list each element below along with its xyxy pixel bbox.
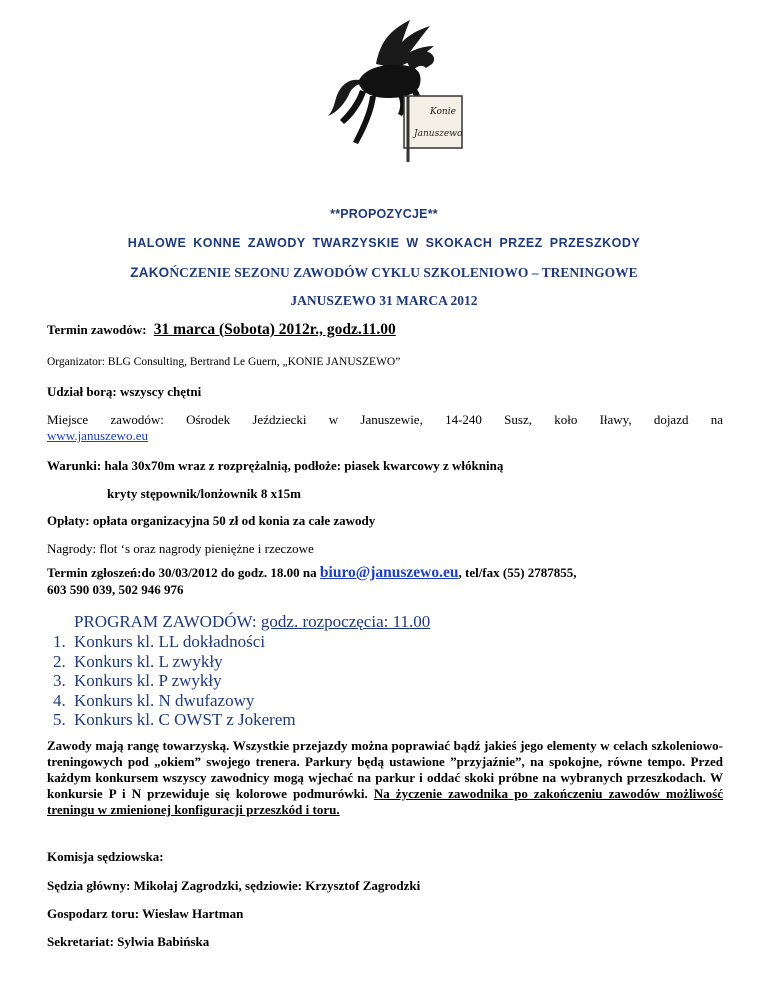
email-link[interactable]: biuro@januszewo.eu	[319, 564, 459, 581]
termin-line	[47, 322, 723, 338]
line3-rest: ŃCZENIE SEZONU ZAWODÓW CYKLU SZKOLENIOWO – TRENINGOWE	[169, 265, 638, 280]
udzial-line: Udział borą: wszyscy chętni	[47, 384, 202, 399]
program-item: 5. Konkurs kl. C OWST z Jokerem	[70, 710, 698, 730]
warunki-line1: Warunki: hala 30x70m wraz z rozprężalnią, podłoże: piasek kwarcowy z włókniną	[47, 458, 504, 473]
logo-konie-januszewo	[318, 12, 466, 162]
termin-value: 31 marca (Sobota) 2012r., godz.11.00	[153, 321, 396, 338]
komisja-heading: Komisja sędziowska:	[47, 849, 164, 864]
program-start: godz. rozpoczęcia: 11.00	[260, 612, 431, 631]
zgloszenia-prefix: Termin zgłoszeń:do 30/03/2012 do godz. 18.00 na	[47, 565, 317, 580]
zawody-underlined: Na życzenie zawodnika po zakończeniu zawodów możliwość treningu w zmienionej konfiguracji przeszkód i toru.	[47, 786, 723, 817]
gospodarz-line: Gospodarz toru: Wiesław Hartman	[47, 906, 244, 921]
zawody-text: Zawody mają rangę towarzyską. Wszystkie przejazdy można poprawiać bądź jakieś jego elementy w celach szkoleniowo-treningowych pod „okiem” swojego trenera. Parkury będą ustawione ”przyjaźnie”, na spokojne, równe tempo. Przed każdym konkursem wszyscy zawodnicy mogą wjechać na parkur i oddać skoki próbne na wybranych przeszkodach. W konkursie P i N przewiduje się kolorowe podmurówki.	[47, 738, 723, 801]
logo-line1: Konie	[430, 107, 456, 117]
program-label: PROGRAM ZAWODÓW:	[74, 612, 261, 631]
program-item: 2. Konkurs kl. L zwykły	[70, 652, 698, 672]
pegasus-logo-icon	[318, 12, 466, 162]
doc-date-line: JANUSZEWO 31 MARCA 2012	[290, 293, 478, 308]
program-item: 1. Konkurs kl. LL dokładności	[70, 632, 698, 652]
zawody-paragraph	[47, 738, 723, 818]
program-item: 3. Konkurs kl. P zwykły	[70, 671, 698, 691]
sedzia-line: Sędzia główny: Mikołaj Zagrodzki, sędziowie: Krzysztof Zagrodzki	[47, 878, 421, 893]
program-heading	[74, 612, 724, 632]
logo-line2: Januszewo	[414, 129, 463, 139]
line3-prefix: ZAKO	[130, 265, 170, 280]
program-item: 4. Konkurs kl. N dwufazowy	[70, 691, 698, 711]
miejsce-line: Miejsce zawodów: Ośrodek Jeździecki w Januszewie, 14-240 Susz, koło Iławy, dojazd na	[47, 412, 723, 427]
doc-title: **PROPOZYCJE**	[330, 207, 438, 221]
doc-line3	[0, 264, 768, 282]
warunki-line2: kryty stępownik/lonżownik 8 x15m	[107, 486, 301, 501]
termin-label: Termin zawodów:	[47, 322, 147, 337]
zgloszenia-line2: 603 590 039, 502 946 976	[47, 582, 184, 597]
zgloszenia-suffix: , tel/fax (55) 2787855,	[458, 565, 577, 580]
sekretariat-line: Sekretariat: Sylwia Babińska	[47, 934, 210, 949]
nagrody-line: Nagrody: flot ‘s oraz nagrody pieniężne i rzeczowe	[47, 541, 314, 556]
januszewo-link[interactable]: www.januszewo.eu	[47, 428, 148, 443]
doc-subtitle: HALOWE KONNE ZAWODY TWARZYSKIE W SKOKACH PRZEZ PRZESZKODY	[127, 236, 641, 250]
organizator-line: Organizator: BLG Consulting, Bertrand Le Guern, „KONIE JANUSZEWO”	[47, 356, 401, 368]
zgloszenia-line1	[47, 565, 723, 581]
oplaty-line: Opłaty: opłata organizacyjna 50 zł od konia za całe zawody	[47, 513, 376, 528]
program-list	[48, 632, 698, 730]
